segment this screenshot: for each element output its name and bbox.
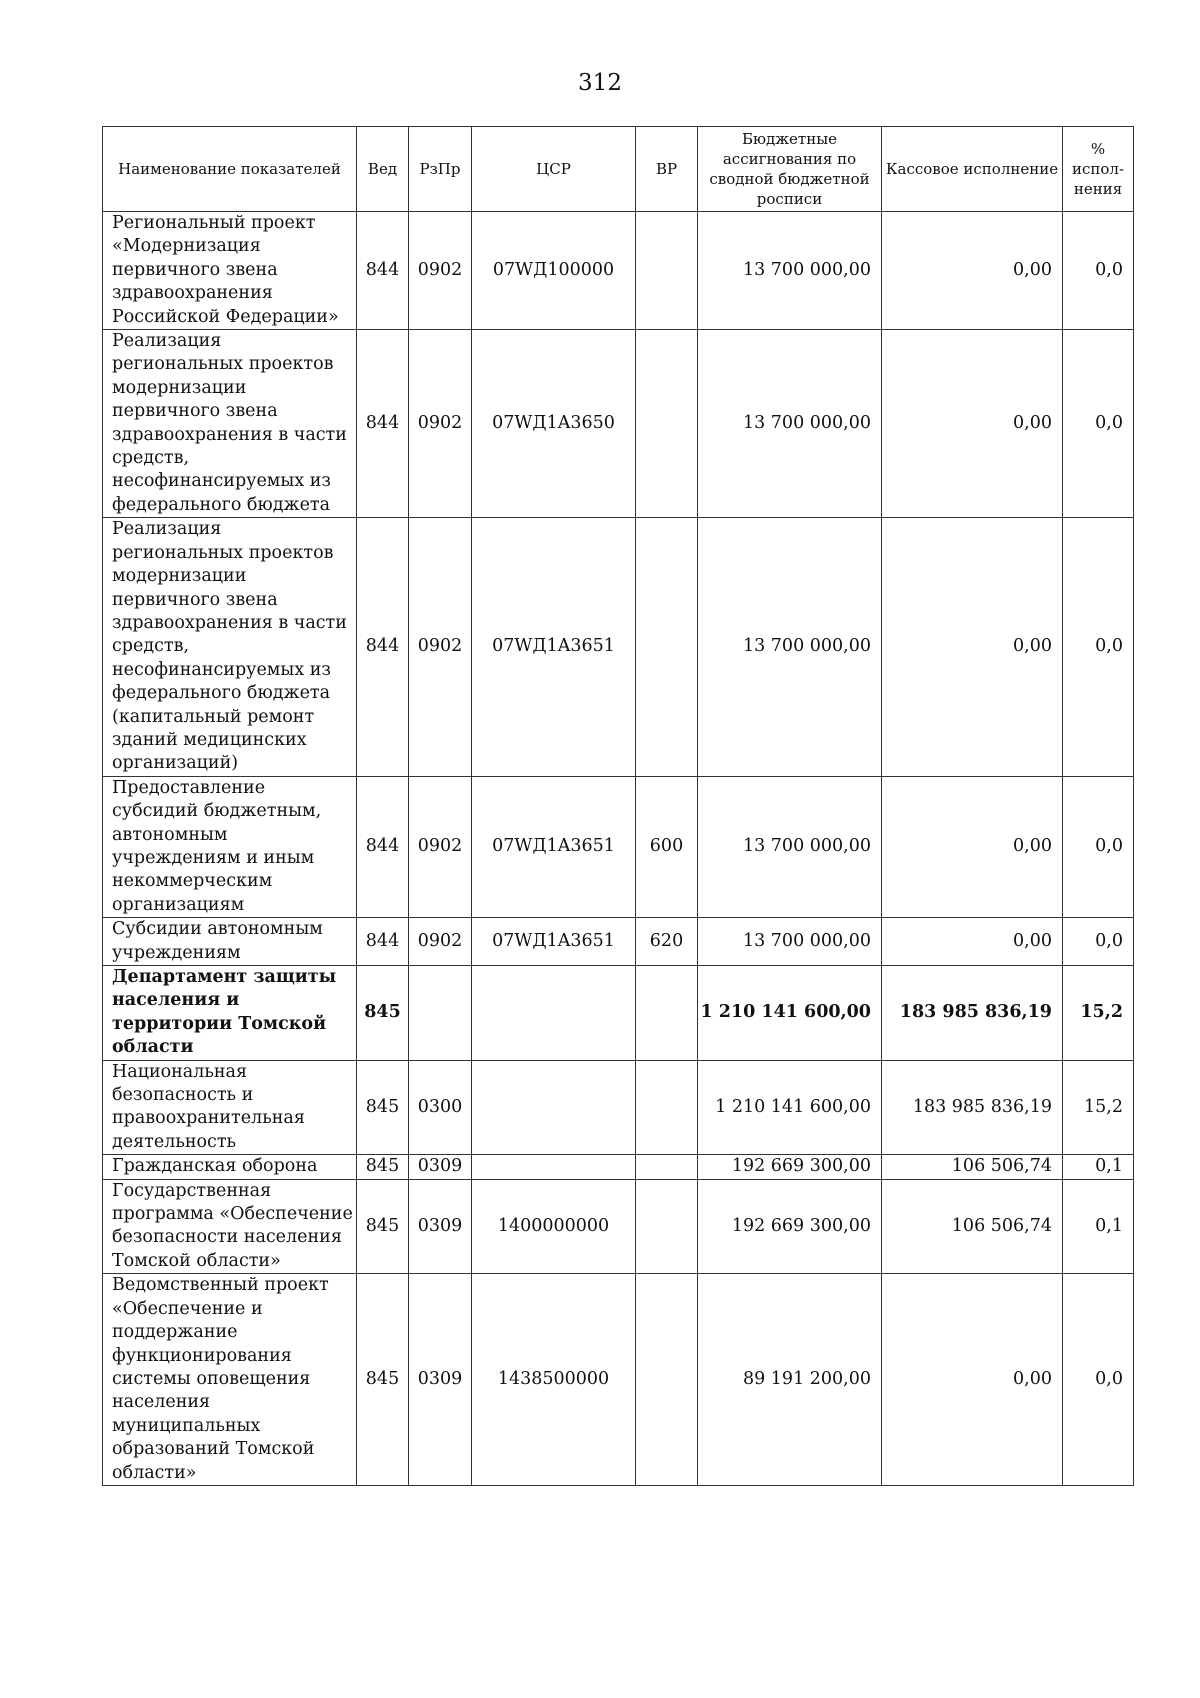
row-percent: 0,0	[1063, 776, 1134, 917]
row-vr	[636, 1274, 698, 1486]
header-rzpr: РзПр	[409, 127, 472, 212]
row-vr	[636, 212, 698, 330]
row-csr: 1438500000	[472, 1274, 636, 1486]
row-name: Государственная программа «Обеспечение безопасности населения Томской области»	[103, 1179, 357, 1274]
row-percent: 0,0	[1063, 1274, 1134, 1486]
row-budget: 13 700 000,00	[698, 330, 882, 518]
row-budget: 13 700 000,00	[698, 776, 882, 917]
table-row	[103, 330, 1134, 518]
row-percent: 15,2	[1063, 966, 1134, 1061]
row-ved: 845	[357, 966, 409, 1061]
header-percent: % испол-нения	[1063, 127, 1134, 212]
table-row	[103, 1179, 1134, 1274]
row-rzpr: 0902	[409, 330, 472, 518]
row-vr: 620	[636, 918, 698, 966]
row-cash: 106 506,74	[882, 1155, 1063, 1179]
row-percent: 0,0	[1063, 330, 1134, 518]
row-name: Субсидии автономным учреждениям	[103, 918, 357, 966]
row-budget: 13 700 000,00	[698, 212, 882, 330]
row-ved: 845	[357, 1060, 409, 1155]
budget-execution-table	[102, 126, 1134, 1486]
row-ved: 844	[357, 776, 409, 917]
row-name: Реализация региональных проектов модернизации первичного звена здравоохранения в части средств, несофинансируемых из федерального бюджета (капитальный ремонт зданий медицинских организаций)	[103, 518, 357, 776]
row-csr: 07WД1A3650	[472, 330, 636, 518]
row-csr	[472, 966, 636, 1061]
row-csr: 07WД100000	[472, 212, 636, 330]
row-cash: 106 506,74	[882, 1179, 1063, 1274]
row-rzpr: 0902	[409, 212, 472, 330]
row-vr	[636, 1179, 698, 1274]
row-rzpr: 0309	[409, 1179, 472, 1274]
row-percent: 0,1	[1063, 1179, 1134, 1274]
row-percent: 15,2	[1063, 1060, 1134, 1155]
row-budget: 13 700 000,00	[698, 518, 882, 776]
page-number: 312	[578, 70, 622, 96]
row-ved: 844	[357, 518, 409, 776]
row-rzpr: 0902	[409, 518, 472, 776]
row-budget: 13 700 000,00	[698, 918, 882, 966]
row-cash: 183 985 836,19	[882, 1060, 1063, 1155]
header-csr: ЦСР	[472, 127, 636, 212]
row-ved: 844	[357, 330, 409, 518]
row-cash: 0,00	[882, 212, 1063, 330]
row-budget: 1 210 141 600,00	[698, 966, 882, 1061]
row-cash: 0,00	[882, 918, 1063, 966]
row-percent: 0,0	[1063, 518, 1134, 776]
row-rzpr	[409, 966, 472, 1061]
row-cash: 0,00	[882, 330, 1063, 518]
row-name: Гражданская оборона	[103, 1155, 357, 1179]
row-name: Региональный проект «Модернизация первичного звена здравоохранения Российской Федерации»	[103, 212, 357, 330]
row-rzpr: 0902	[409, 918, 472, 966]
row-cash: 0,00	[882, 518, 1063, 776]
row-ved: 844	[357, 918, 409, 966]
row-vr	[636, 330, 698, 518]
row-vr	[636, 518, 698, 776]
table-header-row	[103, 127, 1134, 212]
table-row	[103, 518, 1134, 776]
row-budget: 192 669 300,00	[698, 1179, 882, 1274]
header-cash: Кассовое исполнение	[882, 127, 1063, 212]
row-name: Национальная безопасность и правоохранительная деятельность	[103, 1060, 357, 1155]
row-csr: 07WД1A3651	[472, 918, 636, 966]
header-ved: Вед	[357, 127, 409, 212]
row-name: Департамент защиты населения и территории Томской области	[103, 966, 357, 1061]
header-name: Наименование показателей	[103, 127, 357, 212]
row-percent: 0,0	[1063, 212, 1134, 330]
row-ved: 845	[357, 1274, 409, 1486]
row-ved: 844	[357, 212, 409, 330]
row-rzpr: 0902	[409, 776, 472, 917]
row-budget: 89 191 200,00	[698, 1274, 882, 1486]
table-row	[103, 1155, 1134, 1179]
row-name: Реализация региональных проектов модернизации первичного звена здравоохранения в части средств, несофинансируемых из федерального бюджета	[103, 330, 357, 518]
row-csr: 07WД1A3651	[472, 776, 636, 917]
row-cash: 0,00	[882, 776, 1063, 917]
row-rzpr: 0309	[409, 1274, 472, 1486]
row-budget: 1 210 141 600,00	[698, 1060, 882, 1155]
row-rzpr: 0309	[409, 1155, 472, 1179]
row-vr	[636, 1060, 698, 1155]
row-percent: 0,0	[1063, 918, 1134, 966]
row-name: Предоставление субсидий бюджетным, автономным учреждениям и иным некоммерческим организациям	[103, 776, 357, 917]
row-vr	[636, 1155, 698, 1179]
header-budget: Бюджетные ассигнования по сводной бюджетной росписи	[698, 127, 882, 212]
table-row	[103, 918, 1134, 966]
row-vr: 600	[636, 776, 698, 917]
row-budget: 192 669 300,00	[698, 1155, 882, 1179]
table-row	[103, 1274, 1134, 1486]
row-ved: 845	[357, 1155, 409, 1179]
row-name: Ведомственный проект «Обеспечение и поддержание функционирования системы оповещения населения муниципальных образований Томской области»	[103, 1274, 357, 1486]
row-cash: 0,00	[882, 1274, 1063, 1486]
table-row	[103, 776, 1134, 917]
table-row	[103, 1060, 1134, 1155]
row-cash: 183 985 836,19	[882, 966, 1063, 1061]
row-csr: 1400000000	[472, 1179, 636, 1274]
row-csr	[472, 1155, 636, 1179]
table-row-department-total	[103, 966, 1134, 1061]
table-row	[103, 212, 1134, 330]
row-ved: 845	[357, 1179, 409, 1274]
header-vr: ВР	[636, 127, 698, 212]
row-percent: 0,1	[1063, 1155, 1134, 1179]
row-csr	[472, 1060, 636, 1155]
row-csr: 07WД1A3651	[472, 518, 636, 776]
row-vr	[636, 966, 698, 1061]
row-rzpr: 0300	[409, 1060, 472, 1155]
